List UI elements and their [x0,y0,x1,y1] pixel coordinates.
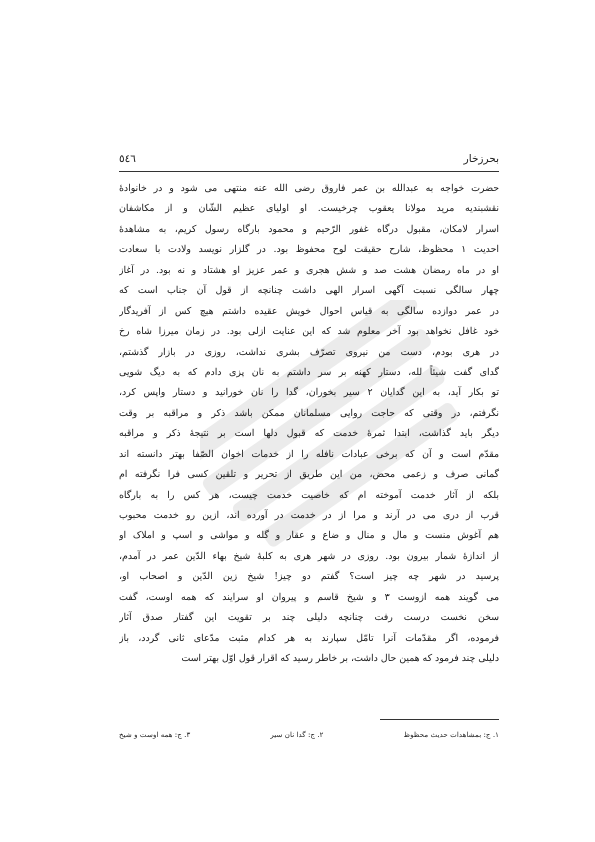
text-line: گمانی صرف و زعمی محض، من این طریق از تحریر و تلقین کسی فرا نگرفته ام [119,469,499,481]
text-line: اسرار لامکان، مقبول درگاه غفور الرّحیم و محمود بارگاه رسول کریم، به مشاهدهٔ [119,223,499,235]
text-line: نگرفتم، در وقتی که حاجت روایی مسلمانان ممکن باشد ذکر و مراقبه بر وقت [119,407,499,419]
text-line: در هری بودم، دست من نیروی تصرّف بشری نداشت، روزی در بازار گذشتم، [119,346,499,358]
text-line: احدیت ۱ محظوظ، شارح حقیقت لوح محفوظ بود. در گلزار نویسد ولادت با سعادت [119,244,499,256]
text-line: سخن نخست درست رفت چنانچه دلیلی چند بر تقویت این گفتار صدق آثار [119,612,499,624]
text-line: چهار سالگی نسبت آگهی اسرار الهی داشت چنانچه از قول آن جناب است که [119,285,499,297]
text-line: از اندازهٔ شمار بیرون بود. روزی در شهر هری به کلبهٔ شیخ بهاء الدّین عمر در آمدم، [119,550,499,562]
body-text [119,179,499,670]
footnote: ۲. ج: گدا نان سیر [270,730,324,739]
text-line: بلکه از آثار خدمت آموخته ام که خاصیت خدمت چیست، هر کس را به بارگاه [119,489,499,501]
footnote-rule [380,719,499,720]
footnote: ۳. ج: همه اوست و شیخ [119,730,191,739]
text-line: مقدّم است و آن که برخی عبادات نافله را از خدمات اخوان الصّفا بهتر دانسته اند [119,448,499,460]
running-header [119,152,499,166]
text-line: فرموده، اگر مقدّمات آنرا تامّل سپارند به هر کدام مثبت مدّعای ثانی گردد، باز [119,632,499,644]
page-number: ٥٤٦ [119,153,136,165]
text-line: در عمر دوازده سالگی به قیاس احوال خویش عقیده داشتم هیچ کس از آفریدگار [119,305,499,317]
text-line: می گویند همه ازوست ۳ و شیخ قاسم و پیروان او سرایند که همه اوست، گفت [119,591,499,603]
footnote: ۱. ج: بمشاهدات حدیث محظوظ [403,730,499,739]
header-rule [119,171,499,172]
text-line: خود غافل نخواهد بود آخر معلوم شد که این عنایت ازلی بود. در زمان میرزا شاه رخ [119,326,499,338]
text-line: پرسید در شهر چه چیز است؟ گفتم دو چیز! شیخ زین الدّین و اصحاب او، [119,571,499,583]
text-line: قرب از دری می در آرند و مرا از در خدمت در آورده اند، ازین رو خدمت محبوب [119,510,499,521]
text-line: حضرت خواجه به عبدالله بن عمر فاروق رضی الله عنه منتهی می شود و در خانوادهٔ [119,183,499,194]
text-line: نقشبندیه مرید مولانا یعقوب چرخیست. او اولیای عظیم الشّان و از مکاشفان [119,203,499,215]
text-line: هم آغوش منست و مال و منال و ضاع و عقار و گله و مواشی و اسپ و املاک او [119,530,499,542]
text-line: دیگر باید گذاشت، ابتدا ثمرهٔ خدمت که قبول دلها است بر نتیجهٔ ذکر و مراقبه [119,428,499,440]
footnotes [119,730,499,744]
text-line: تو بکار آید، به این گدایان ۲ سیر بخوران، گدا را نان خورانید و دستار واپس کرد، [119,387,499,399]
running-title: بحرزخار [463,153,499,165]
text-line: دلیلی چند فرمود که همین حال داشت، بر خاطر رسید که اقرار قول اوّل بهتر است [181,653,499,665]
text-line: گدای گفت شیئاً لله، دستار کهنه بر سر داشتم به نان پزی دادم که به دیگ شویی [119,366,499,378]
text-line: او در ماه رمضان هشت صد و شش هجری و عمر عزیز او هشتاد و نه بود. در آغاز [119,264,499,276]
